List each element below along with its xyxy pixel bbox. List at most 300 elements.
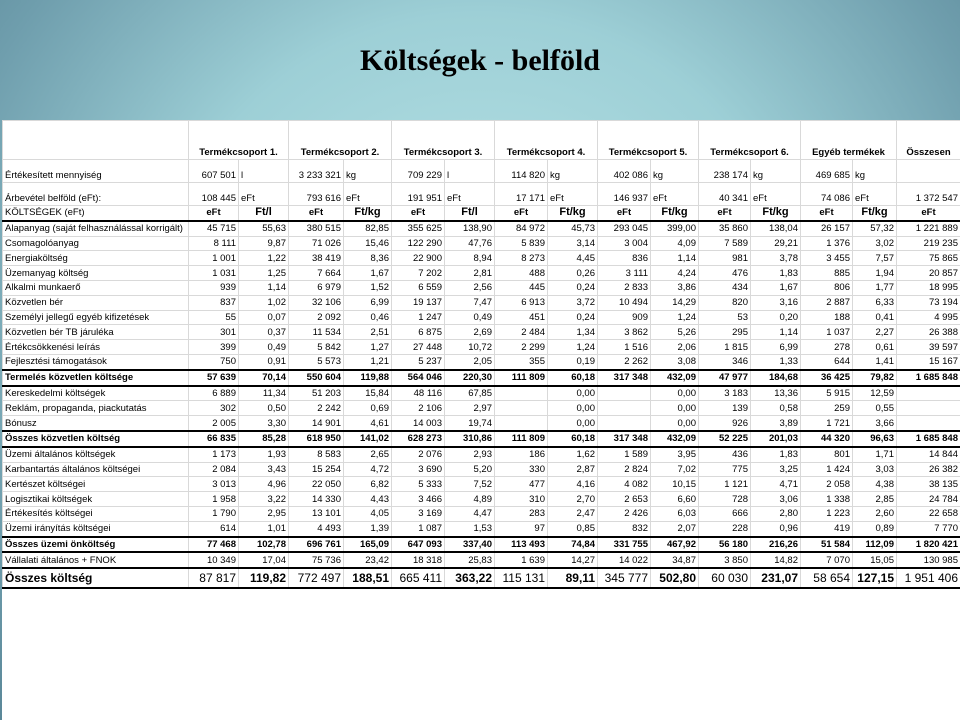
value-cell: 5 915	[801, 386, 853, 401]
value-cell: 119,82	[239, 568, 289, 588]
value-cell: 0,55	[853, 401, 897, 416]
value-cell: 1 037	[801, 325, 853, 340]
value-cell: 337,40	[445, 537, 495, 553]
value-cell: 836	[598, 251, 651, 266]
value-cell: 451	[495, 310, 548, 325]
value-cell: 666	[699, 506, 751, 521]
value-cell: 0,58	[751, 401, 801, 416]
value-cell: 310,86	[445, 431, 495, 447]
value-cell: 3 455	[801, 251, 853, 266]
value-cell: 231,07	[751, 568, 801, 588]
value-cell: 2,95	[239, 506, 289, 521]
column-header: Termékcsoport 5.	[598, 121, 699, 160]
value-cell: 4,45	[548, 251, 598, 266]
value-cell: 696 761	[289, 537, 344, 553]
value-cell: 1 121	[699, 477, 751, 492]
value-cell: 10,15	[651, 477, 699, 492]
value-cell: 3 183	[699, 386, 751, 401]
value-cell: 5,26	[651, 325, 699, 340]
corner-cell	[3, 121, 189, 160]
value-cell: 71 026	[289, 236, 344, 251]
value-cell: 8 111	[189, 236, 239, 251]
value-cell: 1,94	[853, 266, 897, 281]
value-cell: 1 087	[392, 521, 445, 536]
value-cell: 75 736	[289, 552, 344, 568]
value-cell: 15,05	[853, 552, 897, 568]
value-cell: 14,29	[651, 295, 699, 310]
value-cell: 17 171	[495, 183, 548, 206]
table-row	[3, 340, 960, 355]
value-cell: 346	[699, 354, 751, 369]
value-cell: 909	[598, 310, 651, 325]
value-cell: 2 887	[801, 295, 853, 310]
slide-title: Költségek - belföld	[360, 44, 600, 77]
value-cell: 60,18	[548, 370, 598, 386]
value-cell: 7,52	[445, 477, 495, 492]
value-cell: 0,41	[853, 310, 897, 325]
value-cell: 8,36	[344, 251, 392, 266]
value-cell: 48 116	[392, 386, 445, 401]
row-label: Alapanyag (saját felhasználással korrigált)	[3, 221, 189, 236]
value-cell: 1 247	[392, 310, 445, 325]
unit-cell: eFt	[651, 183, 699, 206]
value-cell: 2 106	[392, 401, 445, 416]
table-row	[3, 447, 960, 462]
value-cell: 6 875	[392, 325, 445, 340]
value-cell: 1 721	[801, 416, 853, 431]
value-cell: 772 497	[289, 568, 344, 588]
value-cell: 0,61	[853, 340, 897, 355]
value-cell: 0,91	[239, 354, 289, 369]
value-cell: 801	[801, 447, 853, 462]
value-cell: 1 516	[598, 340, 651, 355]
value-cell: 1,22	[239, 251, 289, 266]
value-cell: 0,26	[548, 266, 598, 281]
table-row	[3, 462, 960, 477]
row-label: Alkalmi munkaerő	[3, 280, 189, 295]
row-label: Értékesítés költségei	[3, 506, 189, 521]
value-cell: 750	[189, 354, 239, 369]
value-cell: 2 005	[189, 416, 239, 431]
row-label: Összes üzemi önköltség	[3, 537, 189, 553]
value-cell: 15,46	[344, 236, 392, 251]
value-cell: 7,57	[853, 251, 897, 266]
value-cell: 15 167	[897, 354, 960, 369]
column-header: Termékcsoport 3.	[392, 121, 495, 160]
value-cell: 146 937	[598, 183, 651, 206]
value-cell: 3,02	[853, 236, 897, 251]
row-label: Közvetlen bér	[3, 295, 189, 310]
value-cell: 8 583	[289, 447, 344, 462]
unit-header: eFt	[495, 206, 548, 221]
value-cell: 302	[189, 401, 239, 416]
value-cell	[495, 416, 548, 431]
value-cell: 89,11	[548, 568, 598, 588]
value-cell: 0,89	[853, 521, 897, 536]
value-cell: 184,68	[751, 370, 801, 386]
value-cell: 8,94	[445, 251, 495, 266]
row-label: Csomagolóanyag	[3, 236, 189, 251]
row-label: Reklám, propaganda, piackutatás	[3, 401, 189, 416]
table-row	[3, 221, 960, 236]
value-cell: 22 900	[392, 251, 445, 266]
value-cell: 186	[495, 447, 548, 462]
value-cell: 4 493	[289, 521, 344, 536]
value-cell: 1,14	[751, 325, 801, 340]
value-cell: 15,84	[344, 386, 392, 401]
value-cell: 301	[189, 325, 239, 340]
value-cell: 191 951	[392, 183, 445, 206]
value-cell: 1,52	[344, 280, 392, 295]
value-cell: 10 494	[598, 295, 651, 310]
value-cell: 310	[495, 492, 548, 507]
value-cell: 1 685 848	[897, 370, 960, 386]
value-cell: 1 223	[801, 506, 853, 521]
value-cell: 2,93	[445, 447, 495, 462]
value-cell: 14 003	[392, 416, 445, 431]
unit-cell: eFt	[239, 183, 289, 206]
value-cell: 108 445	[189, 183, 239, 206]
value-cell: 647 093	[392, 537, 445, 553]
value-cell: 24 784	[897, 492, 960, 507]
value-cell: 20 857	[897, 266, 960, 281]
value-cell: 1 001	[189, 251, 239, 266]
value-cell: 488	[495, 266, 548, 281]
table-row	[3, 568, 960, 588]
value-cell: 0,07	[239, 310, 289, 325]
value-cell: 84 972	[495, 221, 548, 236]
value-cell: 550 604	[289, 370, 344, 386]
value-cell: 58 654	[801, 568, 853, 588]
column-header: Termékcsoport 1.	[189, 121, 289, 160]
value-cell: 0,00	[651, 401, 699, 416]
value-cell	[897, 416, 960, 431]
value-cell: 2 833	[598, 280, 651, 295]
value-cell: 380 515	[289, 221, 344, 236]
value-cell: 0,69	[344, 401, 392, 416]
value-cell	[598, 401, 651, 416]
value-cell: 502,80	[651, 568, 699, 588]
value-cell: 4,47	[445, 506, 495, 521]
value-cell: 3,66	[853, 416, 897, 431]
row-label: Kereskedelmi költségek	[3, 386, 189, 401]
row-label: Karbantartás általános költségei	[3, 462, 189, 477]
value-cell: 1 031	[189, 266, 239, 281]
unit-header: eFt	[392, 206, 445, 221]
value-cell: 2 242	[289, 401, 344, 416]
value-cell: 6,99	[751, 340, 801, 355]
value-cell: 53	[699, 310, 751, 325]
value-cell: 885	[801, 266, 853, 281]
value-cell: 1,21	[344, 354, 392, 369]
unit-cell: eFt	[445, 183, 495, 206]
unit-cell: kg	[853, 160, 897, 183]
value-cell: 0,24	[548, 310, 598, 325]
value-cell: 295	[699, 325, 751, 340]
value-cell: 220,30	[445, 370, 495, 386]
value-cell: 5 573	[289, 354, 344, 369]
column-header: Termékcsoport 6.	[699, 121, 801, 160]
value-cell: 2,81	[445, 266, 495, 281]
value-cell: 1,39	[344, 521, 392, 536]
value-cell: 2,70	[548, 492, 598, 507]
value-cell: 119,88	[344, 370, 392, 386]
table-row	[3, 492, 960, 507]
value-cell: 66 835	[189, 431, 239, 447]
value-cell: 22 658	[897, 506, 960, 521]
value-cell: 709 229	[392, 160, 445, 183]
value-cell: 38 135	[897, 477, 960, 492]
value-cell: 2 299	[495, 340, 548, 355]
table-row	[3, 386, 960, 401]
value-cell: 7 770	[897, 521, 960, 536]
row-label: Közvetlen bér TB járuléka	[3, 325, 189, 340]
value-cell: 201,03	[751, 431, 801, 447]
value-cell	[495, 386, 548, 401]
value-cell: 6,99	[344, 295, 392, 310]
unit-cell: eFt	[548, 183, 598, 206]
value-cell: 7 664	[289, 266, 344, 281]
value-cell: 0,00	[548, 401, 598, 416]
value-cell: 4,24	[651, 266, 699, 281]
value-cell: 127,15	[853, 568, 897, 588]
value-cell: 981	[699, 251, 751, 266]
value-cell: 0,00	[651, 386, 699, 401]
value-cell: 3,86	[651, 280, 699, 295]
table-row	[3, 295, 960, 310]
value-cell: 112,09	[853, 537, 897, 553]
value-cell: 14 844	[897, 447, 960, 462]
unit-header: Ft/l	[239, 206, 289, 221]
value-cell: 79,82	[853, 370, 897, 386]
value-cell: 47 977	[699, 370, 751, 386]
value-cell: 26 382	[897, 462, 960, 477]
table-row	[3, 354, 960, 369]
row-label: Üzemanyag költség	[3, 266, 189, 281]
value-cell: 74 086	[801, 183, 853, 206]
value-cell: 34,87	[651, 552, 699, 568]
value-cell: 18 318	[392, 552, 445, 568]
value-cell: 60,18	[548, 431, 598, 447]
value-cell: 728	[699, 492, 751, 507]
value-cell: 3,03	[853, 462, 897, 477]
column-header: Termékcsoport 4.	[495, 121, 598, 160]
value-cell: 1 338	[801, 492, 853, 507]
value-cell: 628 273	[392, 431, 445, 447]
value-cell: 4,89	[445, 492, 495, 507]
value-cell: 2,87	[548, 462, 598, 477]
value-cell: 363,22	[445, 568, 495, 588]
value-cell: 15 254	[289, 462, 344, 477]
value-cell: 293 045	[598, 221, 651, 236]
value-cell: 9,87	[239, 236, 289, 251]
table-row	[3, 477, 960, 492]
row-label: Személyi jellegű egyéb kifizetések	[3, 310, 189, 325]
value-cell: 1 958	[189, 492, 239, 507]
value-cell: 1,62	[548, 447, 598, 462]
value-cell: 3,72	[548, 295, 598, 310]
value-cell: 3,06	[751, 492, 801, 507]
value-cell: 113 493	[495, 537, 548, 553]
value-cell: 467,92	[651, 537, 699, 553]
value-cell: 345 777	[598, 568, 651, 588]
table-row	[3, 236, 960, 251]
value-cell: 13,36	[751, 386, 801, 401]
value-cell: 0,49	[445, 310, 495, 325]
value-cell: 330	[495, 462, 548, 477]
value-cell: 75 865	[897, 251, 960, 266]
value-cell: 2 653	[598, 492, 651, 507]
value-cell: 219 235	[897, 236, 960, 251]
value-cell: 23,42	[344, 552, 392, 568]
value-cell: 2 484	[495, 325, 548, 340]
value-cell: 6,82	[344, 477, 392, 492]
value-cell: 6,60	[651, 492, 699, 507]
value-cell: 4,96	[239, 477, 289, 492]
value-cell: 45 715	[189, 221, 239, 236]
value-cell	[598, 416, 651, 431]
row-label: Üzemi általános költségek	[3, 447, 189, 462]
value-cell: 87 817	[189, 568, 239, 588]
value-cell: 317 348	[598, 431, 651, 447]
value-cell: 4,72	[344, 462, 392, 477]
value-cell: 51 203	[289, 386, 344, 401]
value-cell: 11,34	[239, 386, 289, 401]
value-cell: 14,27	[548, 552, 598, 568]
value-cell: 5,20	[445, 462, 495, 477]
value-cell: 26 388	[897, 325, 960, 340]
value-cell: 2,65	[344, 447, 392, 462]
value-cell: 139	[699, 401, 751, 416]
value-cell: 3,14	[548, 236, 598, 251]
table-row	[3, 370, 960, 386]
value-cell	[598, 386, 651, 401]
value-cell: 2,69	[445, 325, 495, 340]
unit-cell: eFt	[344, 183, 392, 206]
value-cell: 4,05	[344, 506, 392, 521]
value-cell: 1 685 848	[897, 431, 960, 447]
value-cell: 0,00	[548, 386, 598, 401]
value-cell: 2,07	[651, 521, 699, 536]
value-cell: 27 448	[392, 340, 445, 355]
value-cell: 278	[801, 340, 853, 355]
table-row	[3, 521, 960, 536]
value-cell: 1,93	[239, 447, 289, 462]
value-cell: 926	[699, 416, 751, 431]
value-cell: 832	[598, 521, 651, 536]
value-cell: 114 820	[495, 160, 548, 183]
unit-header: eFt	[801, 206, 853, 221]
value-cell: 1,24	[651, 310, 699, 325]
row-label: Összes költség	[3, 568, 189, 588]
column-header: Termékcsoport 2.	[289, 121, 392, 160]
value-cell: 607 501	[189, 160, 239, 183]
value-cell: 56 180	[699, 537, 751, 553]
value-cell: 2 824	[598, 462, 651, 477]
unit-cell: eFt	[751, 183, 801, 206]
value-cell: 259	[801, 401, 853, 416]
value-cell: 402 086	[598, 160, 651, 183]
unit-cell: eFt	[853, 183, 897, 206]
value-cell: 8 273	[495, 251, 548, 266]
value-cell: 4,61	[344, 416, 392, 431]
row-label: Értékesített mennyiség	[3, 160, 189, 183]
value-cell: 0,49	[239, 340, 289, 355]
value-cell: 111 809	[495, 370, 548, 386]
value-cell: 165,09	[344, 537, 392, 553]
value-cell: 2,56	[445, 280, 495, 295]
value-cell: 18 995	[897, 280, 960, 295]
value-cell: 3,22	[239, 492, 289, 507]
value-cell: 432,09	[651, 370, 699, 386]
value-cell	[897, 386, 960, 401]
unit-header: eFt	[897, 206, 960, 221]
value-cell: 476	[699, 266, 751, 281]
value-cell: 2,06	[651, 340, 699, 355]
total-cell: 1 372 547	[897, 183, 960, 206]
value-cell: 1,83	[751, 447, 801, 462]
value-cell: 2 426	[598, 506, 651, 521]
column-header: Összesen	[897, 121, 960, 160]
value-cell: 6,33	[853, 295, 897, 310]
value-cell: 3,25	[751, 462, 801, 477]
value-cell: 238 174	[699, 160, 751, 183]
value-cell: 32 106	[289, 295, 344, 310]
value-cell: 188	[801, 310, 853, 325]
value-cell: 115 131	[495, 568, 548, 588]
unit-header: Ft/kg	[651, 206, 699, 221]
quantity-row	[3, 160, 960, 183]
value-cell: 0,46	[344, 310, 392, 325]
value-cell: 19 137	[392, 295, 445, 310]
value-cell: 3 013	[189, 477, 239, 492]
value-cell: 122 290	[392, 236, 445, 251]
value-cell: 10,72	[445, 340, 495, 355]
value-cell: 399,00	[651, 221, 699, 236]
value-cell: 1,53	[445, 521, 495, 536]
value-cell: 141,02	[344, 431, 392, 447]
table-row	[3, 280, 960, 295]
value-cell: 3 850	[699, 552, 751, 568]
value-cell: 0,50	[239, 401, 289, 416]
table-row	[3, 266, 960, 281]
value-cell: 60 030	[699, 568, 751, 588]
value-cell	[897, 401, 960, 416]
cost-table	[2, 120, 960, 589]
value-cell: 1,77	[853, 280, 897, 295]
value-cell: 0,37	[239, 325, 289, 340]
value-cell: 188,51	[344, 568, 392, 588]
table-row	[3, 401, 960, 416]
value-cell: 1,14	[651, 251, 699, 266]
value-cell: 82,85	[344, 221, 392, 236]
value-cell: 283	[495, 506, 548, 521]
value-cell: 7,02	[651, 462, 699, 477]
value-cell: 6,03	[651, 506, 699, 521]
value-cell: 14,82	[751, 552, 801, 568]
value-cell: 130 985	[897, 552, 960, 568]
value-cell: 2 262	[598, 354, 651, 369]
value-cell: 3,89	[751, 416, 801, 431]
value-cell: 6 889	[189, 386, 239, 401]
value-cell: 5 839	[495, 236, 548, 251]
value-cell: 1 820 421	[897, 537, 960, 553]
value-cell: 2,60	[853, 506, 897, 521]
value-cell: 3,43	[239, 462, 289, 477]
cost-spreadsheet	[2, 120, 960, 720]
value-cell: 1 589	[598, 447, 651, 462]
value-cell: 4 995	[897, 310, 960, 325]
